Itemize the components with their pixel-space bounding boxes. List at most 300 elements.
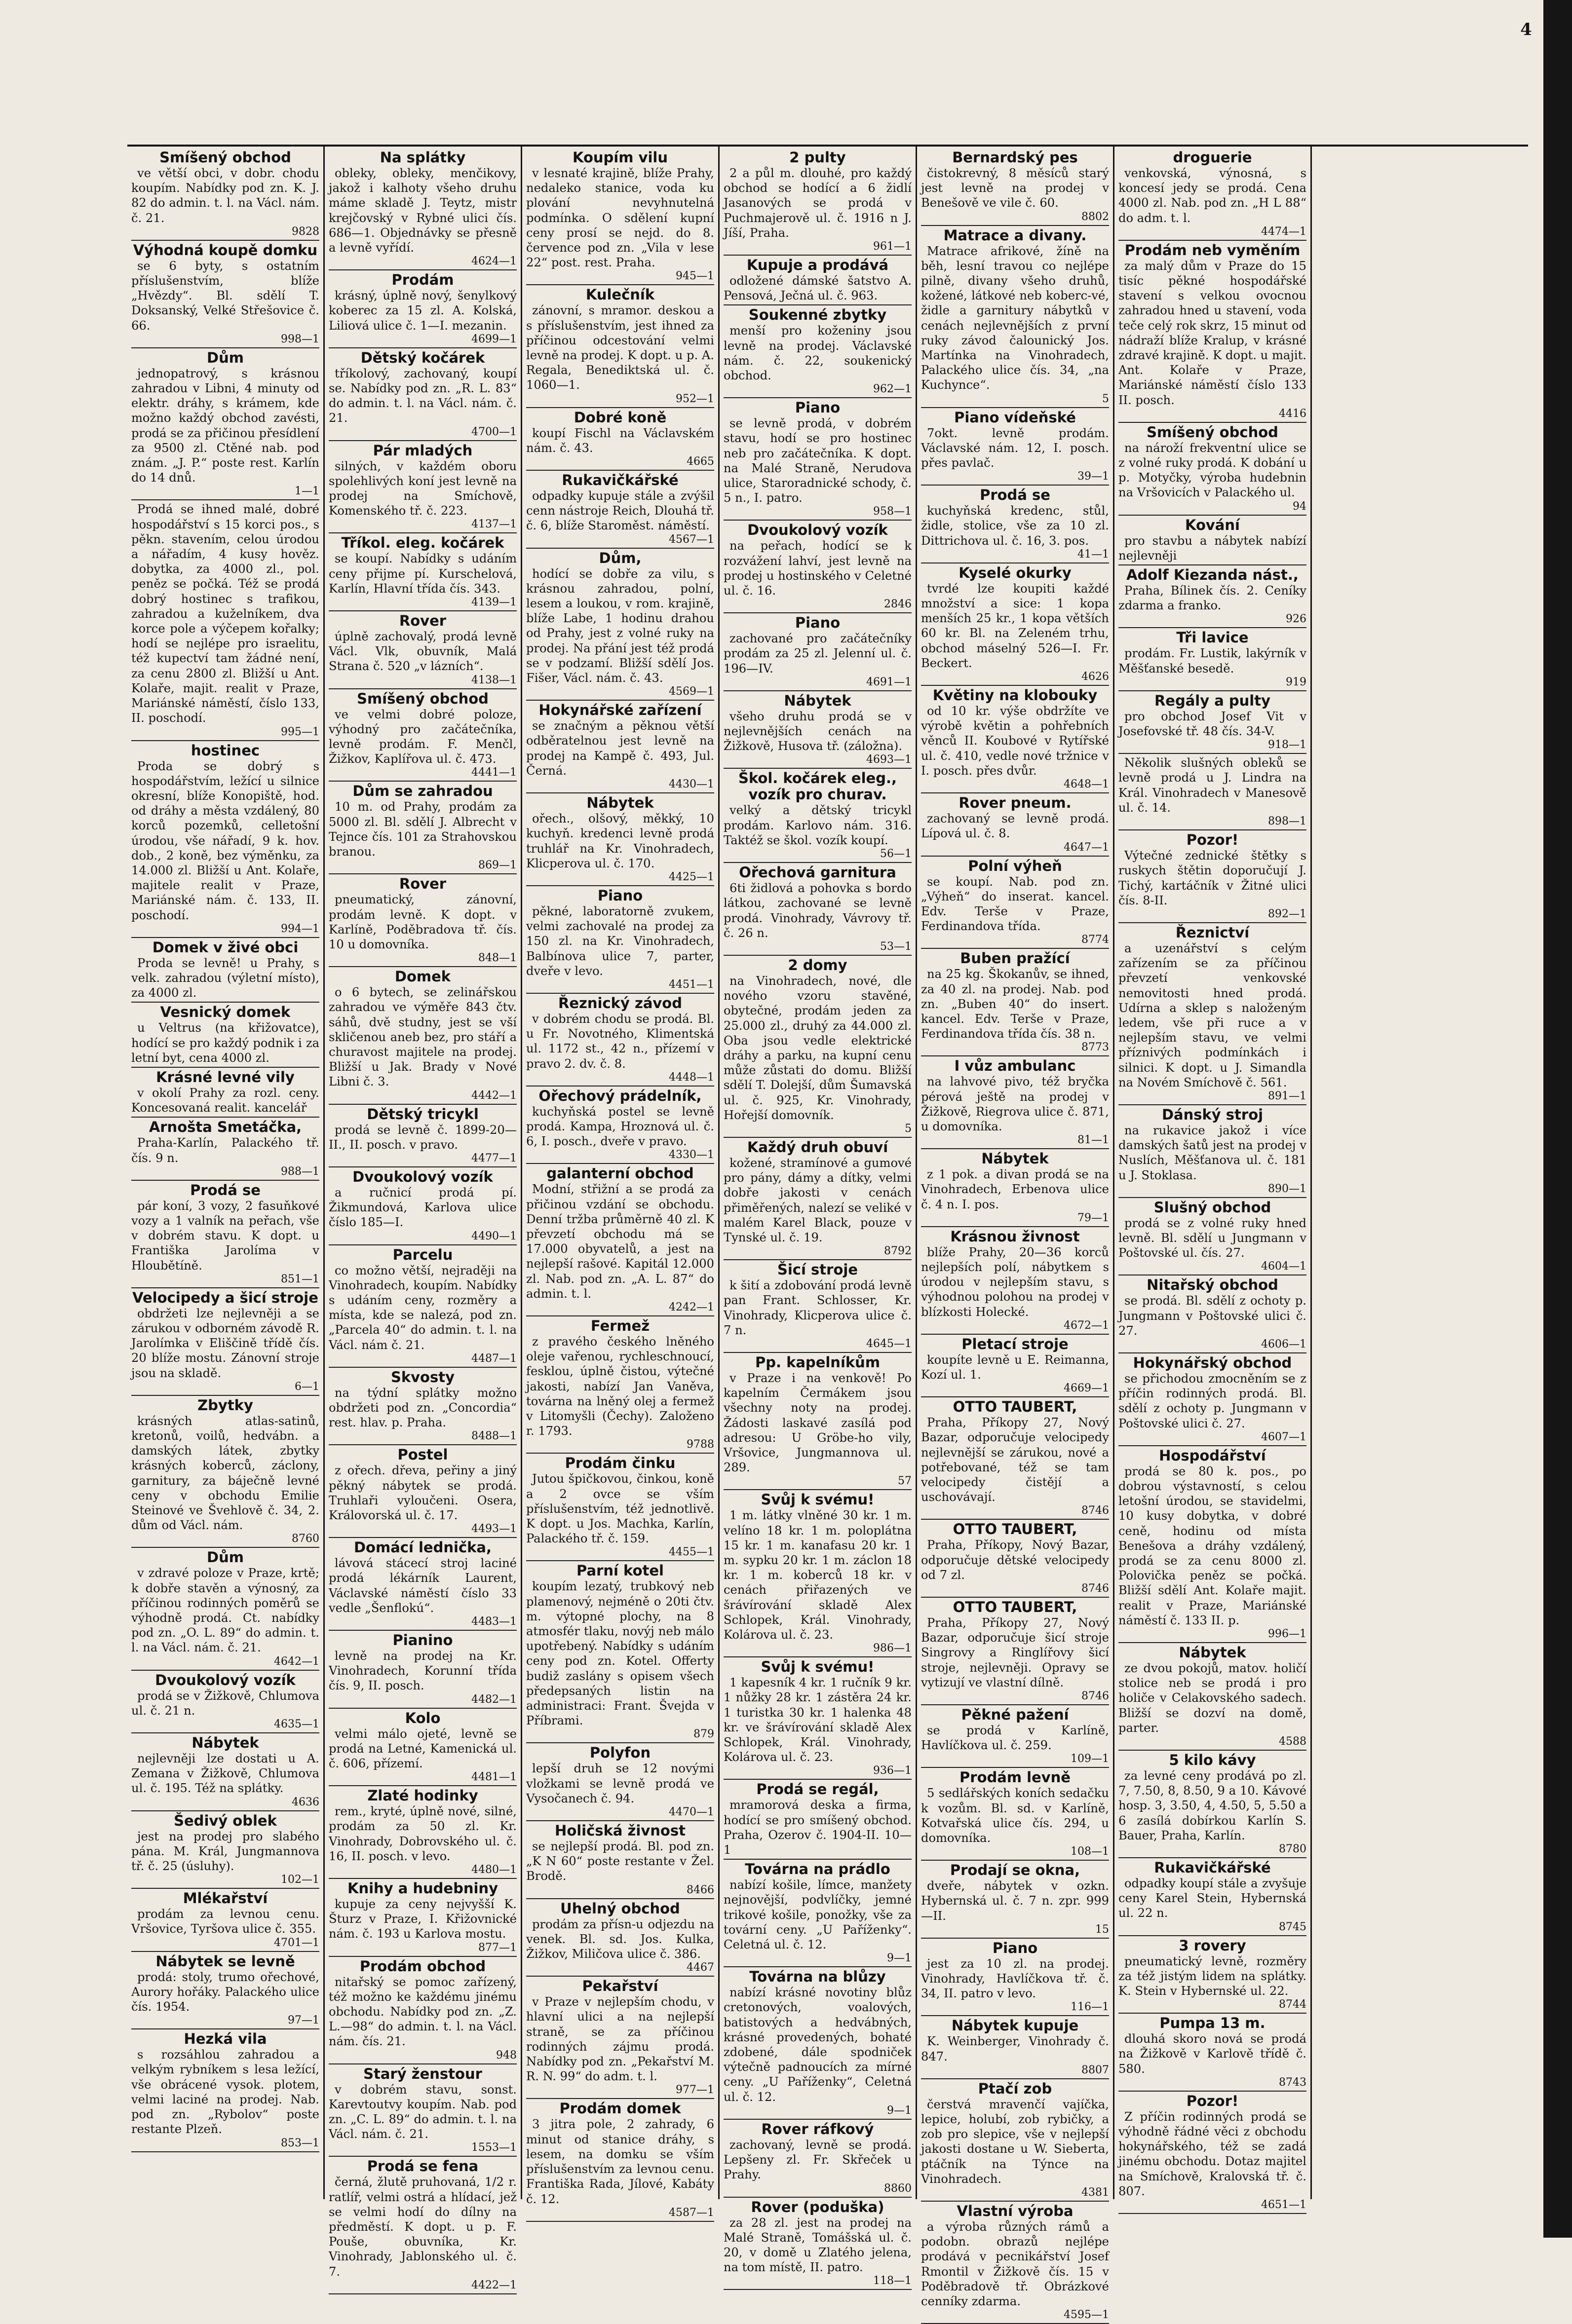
ad-text: na 25 kg. Škokanův, se ihned, za 40 zl. na prodej. Nab. pod zn. „Buben 40“ do insert. kancel. Edv. Terše v Praze, Ferdinandova třída čís. 38 n.: [921, 967, 1109, 1041]
ad-text: v dobrém chodu se prodá. Bl. u Fr. Novotného, Klimentská ul. 1172 st., 42 n., přízemí v pravo 2. dv. č. 8.: [526, 1012, 714, 1071]
ad-text: venkovská, výnosná, s koncesí jedy se prodá. Cena 4000 zl. Nab. pod zn. „H L 88“ do adm. t. l.: [1118, 166, 1306, 225]
ad-text: k šití a zdobování prodá levně pan Frant. Schlosser, Kr. Vinohrady, Klicperova ulice č. 7 n.: [724, 1278, 912, 1337]
ad-text: Z příčin rodinných prodá se výhodně řádné věci z obchodu hokynářského, též se zadá jinému obchodu. Dotaz majitel na Smíchově, Kralovská tř. č. 807.: [1118, 2109, 1306, 2198]
ad-number: 4330—1: [669, 1149, 714, 1162]
classified-ad: [526, 1901, 714, 1977]
classified-ad: [329, 1880, 517, 1957]
classified-ad: [921, 1599, 1109, 1705]
ad-text: velmi málo ojeté, levně se prodá na Letné, Kamenická ul. č. 606, přízemí.: [329, 1726, 517, 1771]
classified-ad: [1118, 925, 1306, 1105]
page-number: 4: [1520, 20, 1532, 39]
classified-ad: [724, 1354, 912, 1490]
ad-headline: Smíšený obchod: [1147, 423, 1278, 441]
ad-text: Praha, Příkopy 27, Nový Bazar, odporučuje velocipedy nejlevnější se zárukou, nové a potřebované, též se tam velocipedy čistějí a uschovávají.: [921, 1416, 1109, 1504]
ad-headline: Prodám obchod: [359, 1957, 486, 1975]
classified-ad: [921, 1058, 1109, 1149]
ad-headline: Pp. kapelníkům: [755, 1353, 881, 1371]
ad-headline: Vlastní výroba: [957, 2203, 1074, 2220]
classified-ad: [131, 1182, 319, 1288]
classified-ad: [329, 876, 517, 967]
ad-number: 4651—1: [1261, 2199, 1306, 2212]
ad-headline: Piano: [597, 887, 643, 904]
column-2: [325, 147, 522, 2291]
classified-ad: [1118, 424, 1306, 516]
ad-headline: Rover: [399, 875, 447, 893]
ad-text: v okolí Prahy za rozl. ceny. Koncesovaná realit. kancelář: [131, 1086, 319, 1115]
ad-headline: Řeznictví: [1175, 924, 1250, 941]
classified-ad: [921, 2081, 1109, 2202]
classified-ad: [526, 702, 714, 793]
ad-text: zachovaný se levně prodá. Lípová ul. č. 8.: [921, 812, 1109, 841]
classified-ad: [526, 410, 714, 471]
ad-headline: Polyfon: [589, 1744, 651, 1762]
ad-text: na peřach, hodící se k rozvážení lahví, jest levně na prodej u hostinského v Celetné ul. č. 16.: [724, 539, 912, 598]
ad-text: odložené dámské šatstvo A. Pensová, Ječná ul. č. 963.: [724, 274, 912, 303]
classified-ad: [329, 443, 517, 534]
ad-number: 4635—1: [274, 1718, 319, 1731]
classified-ad: [131, 1735, 319, 1811]
classified-ad: [724, 957, 912, 1138]
classified-ad: [1118, 1277, 1306, 1353]
ad-number: 994—1: [281, 922, 319, 935]
ad-headline: Šedivý oblek: [174, 1812, 277, 1829]
ad-text: 7okt. levně prodám. Václavské nám. 12, I. posch. přes pavlač.: [921, 426, 1109, 470]
ad-text: 1 m. látky vlněné 30 kr. 1 m. velíno 18 kr. 1 m. poloplátna 15 kr. 1 m. kanafasu 20 kr. 1 m. sypku 20 kr. 1 m. záclon 18 kr. 1 m. koberců 18 kr. v cenách přiřazených ve šrávírování skladě Alex Schlopek, Král. Vinohrady, Kolárova ul. č. 23.: [724, 1508, 912, 1642]
ad-text: ze dvou pokojů, matov. holičí stolice neb se prodá i pro holiče v Celakovského sadech. Bližší se dozví na domě, parter.: [1118, 1661, 1306, 1735]
classified-ad: [921, 1521, 1109, 1598]
ad-headline: Prodám domek: [559, 2100, 681, 2117]
ad-headline: Bernardský pes: [952, 149, 1078, 166]
ad-headline: Rukavičkářské: [1154, 1859, 1271, 1876]
ad-headline: Polní výheň: [968, 857, 1062, 874]
classified-ad: [131, 1004, 319, 1068]
ad-headline: Krásné levné vily: [156, 1068, 295, 1086]
ad-text: prodám. Fr. Lustik, lakýrník v Měšťanské besedě.: [1118, 646, 1306, 675]
ad-headline: Piano: [795, 614, 841, 632]
ad-number: 8807: [1081, 2063, 1109, 2076]
ad-headline: Velocipedy a šicí stroje: [132, 1289, 318, 1306]
classified-ad: [329, 783, 517, 874]
ad-headline: Fermež: [590, 1317, 650, 1334]
classified-ad: [1118, 832, 1306, 923]
ad-number: 8743: [1279, 2076, 1306, 2089]
classified-ad: [131, 150, 319, 241]
classified-ad: [131, 242, 319, 348]
ad-headline: Prodám neb vyměním: [1124, 241, 1301, 259]
ad-text: o 6 bytech, se zelinářskou zahradou ve výměře 843 čtv. sáhů, dvě studny, jest se vší skličenou aneb bez, pro stáří a churavost majitele na prodej. Bližší u Jak. Brady v Nové Libni č. 3.: [329, 985, 517, 1089]
ad-number: 94: [1293, 500, 1306, 513]
ad-number: 962—1: [873, 383, 912, 396]
classified-ad: [1118, 755, 1306, 830]
ad-text: tvrdé lze koupiti každé množství a sice: 1 kopa menších 25 kr., 1 kopa větších 60 kr. Bl. na Zeleném trhu, obchod máselný 526—I. Fr. Beckert.: [921, 581, 1109, 670]
ad-text: prodá se levně č. 1899-20—II., II. posch. v pravo.: [329, 1123, 517, 1152]
classified-ad: [921, 2203, 1109, 2324]
ad-headline: Parní kotel: [576, 1562, 664, 1579]
classified-ad: [329, 1247, 517, 1368]
column-7: [1312, 147, 1509, 2199]
ad-text: v dobrém stavu, sonst. Karevtoutvy koupím. Nab. pod zn. „C. L. 89“ do admin. t. l. na Václ. nám. č. 21.: [329, 2082, 517, 2141]
ad-number: 890—1: [1268, 1182, 1306, 1195]
ad-number: 8760: [292, 1533, 319, 1545]
ad-headline: Ořechová garnitura: [739, 864, 896, 881]
ad-number: 8746: [1081, 1690, 1109, 1703]
ad-number: 998—1: [281, 333, 319, 345]
ad-number: 4490—1: [471, 1230, 517, 1242]
classified-ad: [921, 950, 1109, 1056]
ad-text: z 1 pok. a divan prodá se na Vinohradech, Erbenova ulice č. 4 n. I. pos.: [921, 1167, 1109, 1211]
classified-ad: [526, 2100, 714, 2221]
classified-ad: [131, 1672, 319, 1733]
ad-headline: Buben pražící: [960, 950, 1070, 967]
classified-ad: [131, 1069, 319, 1118]
ad-headline: Domácí lednička,: [353, 1539, 492, 1556]
ad-number: 918—1: [1268, 739, 1306, 751]
ad-number: 116—1: [1071, 2001, 1109, 2014]
ad-number: 4595—1: [1064, 2309, 1109, 2322]
classified-ad: [526, 287, 714, 408]
classified-ad: [724, 2121, 912, 2198]
classified-ad: [526, 1823, 714, 1899]
ad-number: 8780: [1279, 1843, 1306, 1856]
ad-number: 97—1: [288, 2014, 319, 2027]
ad-headline: Domek: [394, 968, 451, 985]
ad-number: 4139—1: [471, 596, 517, 609]
ad-text: v Praze i na venkově! Po kapelním Čermákem jsou všechny noty na prodej. Žádosti laskavé zasílá pod adresou: U Gröbe-ho vily, Vršovice, Jungmannova ul. 289.: [724, 1371, 912, 1475]
classified-ad: [1118, 693, 1306, 754]
ad-text: K. Weinberger, Vinohrady č. 847.: [921, 2034, 1109, 2063]
classified-ad: [329, 350, 517, 441]
ad-headline: Smíšený obchod: [357, 690, 489, 707]
classified-ad: [1118, 1355, 1306, 1446]
ad-headline: Ptačí zob: [978, 2080, 1052, 2097]
ad-number: 109—1: [1071, 1753, 1109, 1765]
ad-number: 8860: [884, 2182, 912, 2195]
ad-number: 4699—1: [471, 333, 517, 345]
ad-number: 9788: [687, 1438, 714, 1451]
classified-ad: [131, 1397, 319, 1548]
ad-text: nitařský se pomoc zařízený, též možno ke každému jinému obchodu. Nabídky pod zn. „Z. L.—98“ do admin. t. l. na Václ. nám. čís. 21.: [329, 1975, 517, 2049]
ad-text: obdržeti lze nejlevněji a se zárukou v odborném závodě R. Jarolímka v Eliščině třídě čís. 20 blíže mostu. Zánovní stroje jsou na skladě.: [131, 1306, 319, 1380]
ad-headline: Tříkol. eleg. kočárek: [341, 534, 504, 552]
ad-text: nabízí krásné novotiny blůz cretonových, voalových, batistových a hedvábných, krásné provedených, bohaté zdobené, dále spodniček výtečně padnoucích za mírné ceny. „U Paříženky“, Celetná ul. č. 12.: [724, 1986, 912, 2104]
ad-text: pěkné, laboratorně zvukem, velmi zachovalé na prodej za 150 zl. na Kr. Vinohradech, Balbínova ulice 7, parter, dveře v levo.: [526, 904, 714, 978]
ad-headline: Květiny na klobouky: [932, 687, 1098, 704]
ad-headline: Parcelu: [392, 1246, 453, 1263]
ad-text: se přichodou zmocněním se z příčin rodinných prodá. Bl. sdělí z ochoty p. Jungmann v Poštovské ulici č. 27.: [1118, 1371, 1306, 1430]
classified-ad: [131, 350, 319, 501]
ad-headline: Zlaté hodinky: [367, 1787, 478, 1804]
ad-text: Jutou špičkovou, činkou, koně a 2 ovce se vším příslušenstvím, též jednotlivě. K dopt. u Jos. Machka, Karlín, Palackého tř. č. 159.: [526, 1472, 714, 1546]
ad-number: 5: [905, 1122, 912, 1135]
ad-headline: Kupuje a prodává: [746, 257, 889, 274]
ad-number: 4448—1: [669, 1071, 714, 1084]
ad-number: 4138—1: [471, 674, 517, 686]
classified-ad: [1118, 2093, 1306, 2214]
classified-ad: [131, 939, 319, 1003]
ad-text: koupí Fischl na Václavském nám. č. 43.: [526, 426, 714, 455]
ad-headline: Kyselé okurky: [959, 564, 1072, 581]
classified-ad: [526, 1455, 714, 1561]
ad-headline: Továrna na blůzy: [749, 1968, 886, 1986]
ad-headline: Krásnou živnost: [950, 1228, 1080, 1245]
classified-ad: [329, 150, 517, 270]
ad-text: a uzenářství s celým zařízením se za příčinou převzetí venkovské nemovitosti hned prodá. Udírna a sklep s naloženým ledem, vše při ruce a v nejlepším stavu, ve velmi příznivých podmínkách i silnici. K dopt. u J. Simandla na Novém Smíchově č. 561.: [1118, 941, 1306, 1089]
ad-text: pneumatický, zánovní, prodám levně. K dopt. v Karlíně, Poděbradova tř. čís. 10 u domovníka.: [329, 893, 517, 951]
ad-headline: Tři lavice: [1176, 629, 1249, 646]
ad-number: 9—1: [887, 2104, 912, 2117]
ad-headline: Rover ráfkový: [761, 2120, 874, 2137]
classified-ad: [329, 1169, 517, 1245]
classified-ad: [724, 693, 912, 769]
ad-number: 977—1: [676, 2084, 714, 2097]
ad-text: pneumatický levně, rozměry za též jistým lidem na splátky. K. Stein v Hybernské ul. 22.: [1118, 1954, 1306, 1998]
classified-ad: [921, 150, 1109, 226]
ad-text: v zdravé poloze v Praze, krtě; k dobře stavěn a výnosný, za příčinou rodinných poměrů se výhodně prodá. Ct. nabídky pod zn. „O. L. 89“ do admin. t. l. na Václ. nám. č. 21.: [131, 1566, 319, 1655]
ad-headline: Pianino: [392, 1632, 453, 1649]
classified-ad: [131, 1953, 319, 2030]
ad-headline: Dům: [207, 1549, 244, 1566]
ad-number: 2846: [884, 598, 912, 611]
ad-headline: Hokynářské zařízení: [538, 702, 702, 719]
ad-number: 892—1: [1268, 907, 1306, 920]
ad-number: 4441—1: [471, 766, 517, 779]
classified-ad: [724, 257, 912, 305]
ad-number: 853—1: [281, 2137, 319, 2149]
classified-ad: [526, 995, 714, 1087]
ad-headline: Kování: [1185, 516, 1240, 533]
ad-headline: Dvoukolový vozík: [747, 522, 888, 539]
classified-ad: [1118, 1107, 1306, 1198]
classified-ad: [131, 743, 319, 938]
ad-text: nabízí košile, límce, manžety nejnovější, podvlíčky, jemné trikové košile, ponožky, vše za tovární ceny. „U Paříženky“. Celetná ul. č. 12.: [724, 1878, 912, 1952]
ad-text: 1 kapesník 4 kr. 1 ručník 9 kr. 1 nůžky 28 kr. 1 zástěra 24 kr. 1 turistka 30 kr. 1 halenka 48 kr. ve šrávírování skladě Alex Schlopek, Král. Vinohrady, Kolárova ul. č. 23.: [724, 1676, 912, 1764]
classified-ad: [526, 472, 714, 549]
ad-headline: 2 pulty: [789, 149, 846, 166]
column-1: [127, 147, 325, 2199]
ad-number: 53—1: [880, 940, 912, 953]
ad-number: 57: [898, 1475, 912, 1488]
classified-ad: [921, 858, 1109, 949]
ad-number: 958—1: [873, 505, 912, 518]
classified-ad: [329, 1539, 517, 1631]
ad-headline: Holičská živnost: [555, 1822, 686, 1839]
classified-ad: [921, 1151, 1109, 1227]
classified-ad: [724, 2199, 912, 2290]
ad-text: nejlevněji lze dostati u A. Zemana v Žižkově, Chlumova ul. č. 195. Též na splátky.: [131, 1752, 319, 1796]
ad-headline: OTTO TAUBERT,: [953, 1521, 1077, 1538]
classified-ad: [921, 1862, 1109, 1939]
ad-number: 79—1: [1077, 1211, 1109, 1224]
classified-ad: [921, 687, 1109, 793]
ad-number: 4691—1: [866, 675, 912, 688]
ad-headline: Slušný obchod: [1153, 1199, 1271, 1216]
ad-text: prodá: stoly, trumo ořechové, Aurory hořáky. Palackého ulice čís. 1954.: [131, 1970, 319, 2014]
ad-text: blíže Prahy, 20—36 korců nejlepších polí, nábytkem s úrodou v nejlepším stavu, s výhodnou polohou na prodej v blízkosti Holecké.: [921, 1245, 1109, 1319]
ad-text: se nejlepší prodá. Bl. pod zn. „K N 60“ poste restante v Žel. Brodě.: [526, 1839, 714, 1883]
ad-text: na lahvové pivo, též bryčka pérová ještě na prodej v Žižkově, Riegrova ulice č. 871, u domovníka.: [921, 1075, 1109, 1133]
ad-headline: Dvoukolový vozík: [352, 1168, 493, 1185]
ad-text: Matrace afrikové, žíně na běh, lesní travou co nejlépe pilně, divany všeho druhů, kožené, látkové neb koberc-vé, židle a garnitury nábytků v cenách nejlevnějších z první ruky závod čalounický Jos. Martínka na Vinohradech, Palackého ulice čís. 34, „na Kuchynce“.: [921, 244, 1109, 392]
classified-ad: [329, 1710, 517, 1787]
ad-headline: Kulečník: [585, 286, 655, 303]
ad-number: 996—1: [1268, 1628, 1306, 1641]
classified-ad: [1118, 1448, 1306, 1643]
ad-text: dlouhá skoro nová se prodá na Žižkově v Karlově třídě č. 580.: [1118, 2032, 1306, 2076]
ad-number: 4487—1: [471, 1352, 517, 1365]
ad-text: 5 sedlářských koních sedačku k vozům. Bl. sd. v Karlíně, Kotvařská ulice čís. 294, u domovníka.: [921, 1786, 1109, 1845]
ad-headline: Nábytek: [981, 1150, 1049, 1167]
ad-number: 4567—1: [669, 533, 714, 546]
ad-headline: Koupím vilu: [573, 149, 668, 166]
ad-number: 4588: [1279, 1735, 1306, 1748]
ad-text: kuchyňská kredenc, stůl, židle, stolice, vše za 10 zl. Dittrichova ul. č. 16, 3. pos.: [921, 504, 1109, 548]
ad-number: 4242—1: [669, 1301, 714, 1313]
ad-headline: Prodám činku: [565, 1455, 676, 1472]
ad-headline: Nitařský obchod: [1147, 1276, 1278, 1294]
ad-text: Praha, Příkopy 27, Nový Bazar, odporučuje šicí stroje Singrovy a Ringlířovy šicí stroje, nejlevněji. Opravy se vytizují ve vlastní dílně.: [921, 1616, 1109, 1689]
ad-number: 4701—1: [274, 1936, 319, 1949]
ad-text: se prodá v Karlíně, Havlíčkova ul. č. 259.: [921, 1724, 1109, 1753]
ad-headline: Prodá se: [980, 487, 1050, 504]
ad-number: 4422—1: [471, 2279, 517, 2291]
ad-text: co možno větší, nejraději na Vinohradech, koupím. Nabídky s udáním ceny, rozměry a místa, kde se nalezá, pod zn. „Parcela 40“ do admin. t. l. na Václ. nám č. 21.: [329, 1263, 517, 1352]
classified-ad: [329, 613, 517, 689]
classified-ad: [724, 615, 912, 691]
ad-number: 4470—1: [669, 1806, 714, 1819]
ad-text: a ručnicí prodá pí. Žikmundová, Karlova ulice číslo 185—I.: [329, 1185, 517, 1230]
ad-text: se značným a pěknou větší odběratelnou jest levně na prodej na Kampě č. 493, Jul. Černá.: [526, 719, 714, 778]
ad-headline: Výhodná koupě domku: [133, 241, 318, 259]
ad-number: 4381: [1081, 2186, 1109, 2199]
ad-text: na týdní splátky možno obdržeti pod zn. „Concordia“ rest. hlav. p. Praha.: [329, 1386, 517, 1430]
ad-number: 8746: [1081, 1582, 1109, 1595]
ad-text: se koupí. Nabídky s udáním ceny přijme pí. Kurschelová, Karlín, Hlavní třída čís. 343.: [329, 552, 517, 596]
ad-number: 4693—1: [866, 753, 912, 766]
ad-headline: Každý druh obuví: [747, 1138, 888, 1156]
ad-headline: Matrace a divany.: [943, 226, 1087, 244]
ad-text: se prodá. Bl. sdělí z ochoty p. Jungmann v Poštovské ulici č. 27.: [1118, 1294, 1306, 1338]
classified-ad: [329, 1106, 517, 1167]
classified-ad: [921, 2018, 1109, 2079]
ad-headline: Regály a pulty: [1154, 692, 1271, 709]
ad-number: 4480—1: [471, 1864, 517, 1876]
ad-number: 8488—1: [471, 1430, 517, 1443]
classified-ad: [329, 1958, 517, 2064]
ad-text: Výtečné zednické štětky s ruskych štětin doporučují J. Tichý, kartáčník v Žitné ulici čís. 8-II.: [1118, 849, 1306, 907]
ad-number: 8774: [1081, 934, 1109, 946]
classified-ad: [1118, 1938, 1306, 2014]
ad-text: zachované pro začátečníky prodám za 25 zl. Jelenní ul. č. 196—IV.: [724, 632, 912, 675]
classified-ad: [526, 1088, 714, 1164]
classified-ad: [921, 1229, 1109, 1335]
ad-headline: Hezká vila: [184, 2030, 267, 2048]
ad-text: od 10 kr. výše obdržíte ve výrobě květin a pohřebních věnců II. Koubové v Rytířské ul. č. 410, vedle nové tržnice v I. posch. přes dvůr.: [921, 704, 1109, 778]
ad-text: velký a dětský tricykl prodám. Karlovo nám. 316. Taktéž se škol. vozík koupí.: [724, 803, 912, 847]
ad-text: Proda se dobrý s hospodářstvím, ležící u silnice okresní, blíže Konopiště, hod. od dráhy a města vzdálený, 80 korců pozemků, celletošní úrodou, vše nářadí, 9 k. hov. dob., 2 koně, bez výměnku, za 14.000 zl. Bližší u Ant. Kolaře, majitele realit v Praze, Mariánské nám. č. 133, II. poschodí.: [131, 759, 319, 922]
ad-text: Praha-Karlín, Palackého tř. čís. 9 n.: [131, 1136, 319, 1165]
ad-text: pro obchod Josef Vit v Josefovské tř. 48 čís. 34-V.: [1118, 709, 1306, 739]
ad-text: krásný, úplně nový, šenylkový koberec za 15 zl. A. Kolská, Liliová ulice č. 1—I. mezanin.: [329, 289, 517, 333]
ad-number: 4430—1: [669, 778, 714, 791]
ad-number: 4416: [1279, 407, 1306, 420]
classified-ad: [724, 1262, 912, 1353]
ad-text: krásných atlas-satinů, kretonů, voilů, hedvábn. a damských látek, zbytky krásných koberců, záclony, garnitury, za báječně levné ceny v obchodu Emilie Steinové ve Švehlově č. 34, 2. dům od Václ. nám.: [131, 1414, 319, 1533]
classified-ad: [131, 1813, 319, 1889]
ad-text: zánovní, s mramor. deskou a s příslušenstvím, jest ihned za příčinou odcestování velmi levně na prodej. K dopt. u p. A. Regala, Benediktská ul. č. 1060—1.: [526, 303, 714, 392]
ad-number: 9—1: [887, 1952, 912, 1965]
ad-headline: Prodá se: [190, 1181, 261, 1199]
ad-text: v Praze v nejlepším chodu, v hlavní ulici a na nejlepší straně, se za příčinou rodinných zájmu prodá. Nabídky pod zn. „Pekařství M. R. N. 99“ do adm. t. l.: [526, 1995, 714, 2084]
ad-number: 869—1: [478, 859, 517, 872]
ad-text: dveře, nábytek v ozkn. Hybernská ul. č. 7 n. zpr. 999—II.: [921, 1879, 1109, 1923]
ad-number: 4451—1: [669, 978, 714, 991]
ad-headline: Rover pneum.: [959, 794, 1072, 812]
ad-number: 4626: [1081, 671, 1109, 683]
ad-headline: Postel: [397, 1446, 448, 1463]
classified-ad: [526, 550, 714, 701]
ad-text: na nároží frekventní ulice se z volné ruky prodá. K dobání u p. Motyčky, výroba hudebnin na Vršovicích v Palackého ul.: [1118, 441, 1306, 500]
classified-ad: [921, 1707, 1109, 1768]
classified-ad: [921, 1940, 1109, 2017]
ad-text: z ořech. dřeva, peřiny a jiný pěkný nábytek se prodá. Truhlaři vyloučeni. Osera, Královorská ul. č. 17.: [329, 1463, 517, 1522]
ad-text: obleky, obleky, menčikovy, jakož i kalhoty všeho druhu máme skladě J. Teytz, mistr krejčovský v Rybné ulici čís. 686—1. Objednávky se přesně a levně vyřídí.: [329, 166, 517, 255]
ad-text: na rukavice jakož i více damských šatů jest na prodej v Nuslích, Měšťanova ul. č. 181 u J. Stoklasa.: [1118, 1123, 1306, 1182]
ad-number: 4642—1: [274, 1655, 319, 1668]
ad-number: 898—1: [1268, 815, 1306, 828]
ad-headline: 3 rovery: [1179, 1937, 1246, 1954]
column-6: [1114, 147, 1312, 2212]
ad-text: jest za 10 zl. na prodej. Vinohrady, Havlíčkova tř. č. 34, II. patro v levo.: [921, 1956, 1109, 2001]
ad-number: 986—1: [873, 1642, 912, 1655]
ad-headline: Kolo: [405, 1709, 441, 1726]
ad-headline: Továrna na prádlo: [745, 1861, 890, 1878]
classified-ad: [724, 1781, 912, 1860]
ad-number: 848—1: [478, 952, 517, 965]
ad-headline: Rover: [399, 612, 447, 630]
classified-ad: [526, 150, 714, 285]
classified-ad: [329, 2158, 517, 2294]
ad-headline: Svůj k svému!: [761, 1658, 875, 1676]
ad-headline: Soukenné zbytky: [748, 306, 887, 324]
classified-ad: [724, 1969, 912, 2120]
ad-text: Prodá se ihned malé, dobré hospodářství s 15 korci pos., s pěkn. stavením, celou úrodou a nářadím, 4 kusy hověz. dobytka, za 4000 zl., pol. peněz se počká. Též se prodá dobrý hostinec s trafikou, zahradou a kuželníkem, dva korce pole a výčepem kořalky; hodí se nejlépe pro israelitu, též kupectví tam žádné není, za cenu 2800 zl. Bližší u Ant. Kolaře, majit. realit v Praze, Mariánské náměstí, číslo 133, II. poschodí.: [131, 502, 319, 725]
ad-text: 6ti židlová a pohovka s bordo látkou, zachované se levně prodá. Vinohrady, Vávrovy tř. č. 26 n.: [724, 881, 912, 940]
classified-ad: [1118, 242, 1306, 423]
classified-ad: [1118, 2015, 1306, 2092]
ad-text: Modní, střižní a se prodá za přičinou vzdání se obchodu. Denní tržba průměrně 40 zl. K převzetí obchodu má se 17.000 obyvatelů, a jest na nejlepší rašové. Kapitál 12.000 zl. Nab. pod zn. „A. L. 87“ do admin. t. l.: [526, 1182, 714, 1301]
ad-number: 4648—1: [1064, 778, 1109, 791]
ad-number: 4442—1: [471, 1089, 517, 1102]
ad-number: 891—1: [1268, 1089, 1306, 1102]
ad-headline: Prodají se okna,: [950, 1862, 1080, 1879]
ad-text: zachovaný, levně se prodá. Lepšeny zl. Fr. Skřeček u Prahy.: [724, 2137, 912, 2182]
ad-text: Několik slušných obleků se levně prodá u J. Lindra na Král. Vinohradech v Manesově ul. č. 14.: [1118, 756, 1306, 815]
classified-ad: [921, 227, 1109, 408]
ad-text: kuchyňská postel se levně prodá. Kampa, Hroznová ul. č. 6, I. posch., dveře v pravo.: [526, 1104, 714, 1149]
ad-headline: Prodá se regál,: [756, 1781, 879, 1798]
ad-headline: Dánský stroj: [1161, 1106, 1264, 1123]
ad-number: 4624—1: [471, 255, 517, 268]
ad-headline: Pozor!: [1186, 2092, 1239, 2109]
classified-ad: [131, 1119, 319, 1180]
classified-ad: [1118, 517, 1306, 565]
classified-ad: [1118, 1860, 1306, 1936]
ad-text: 3 jitra pole, 2 zahrady, 6 minut od stanice dráhy, s lesem, na domku se vším příslušenstvím za levnou cenu. Františka Rada, Jílové, Kabáty č. 12.: [526, 2117, 714, 2206]
ad-number: 4647—1: [1064, 841, 1109, 854]
classified-ad: [921, 795, 1109, 856]
ad-number: 4493—1: [471, 1523, 517, 1536]
classified-ad: [329, 691, 517, 782]
